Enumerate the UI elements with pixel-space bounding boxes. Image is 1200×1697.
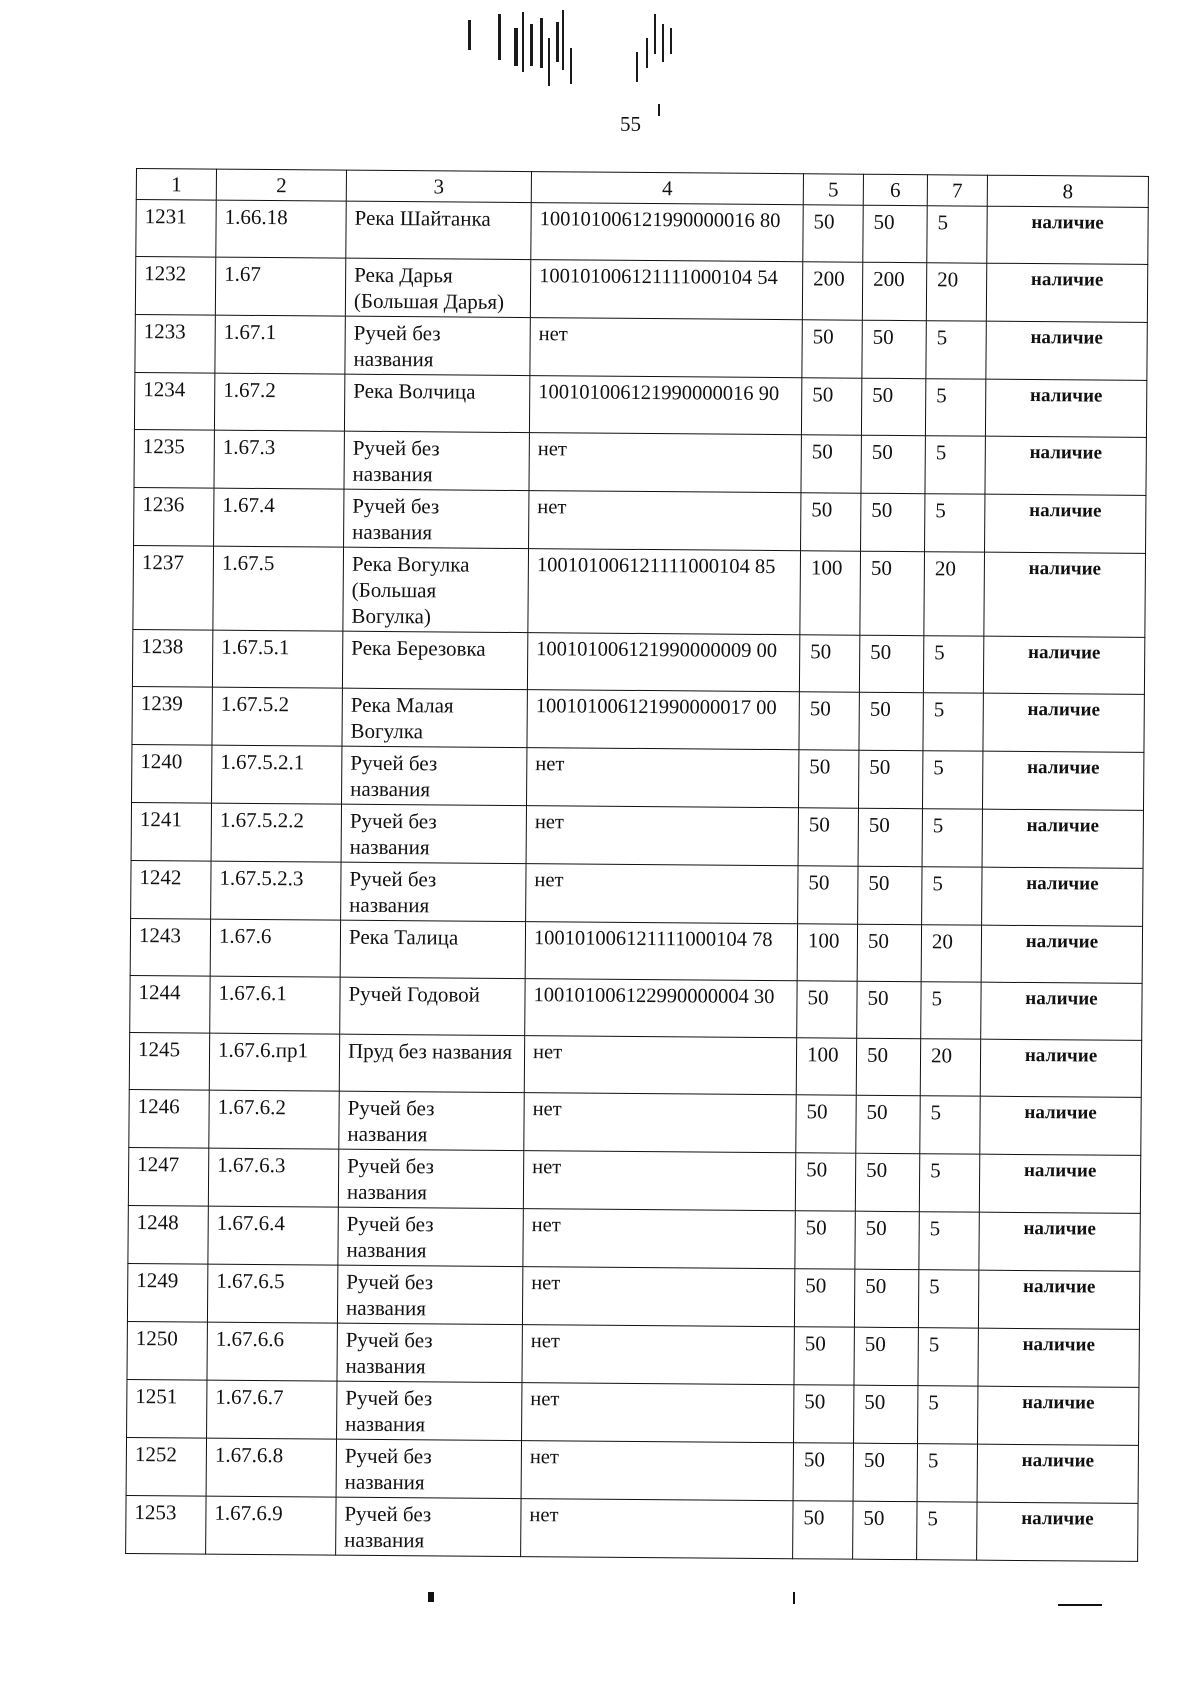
table-cell-col-8: наличие [985, 379, 1146, 437]
table-row [126, 1495, 1138, 1561]
table-cell-col-8: наличие [982, 867, 1143, 926]
table-cell-col-3: Ручей без названия [337, 1381, 522, 1440]
table-cell-col-7: 5 [925, 379, 985, 436]
table-cell-col-7: 5 [920, 1096, 980, 1154]
table-cell-col-4: 100101006122990000004 30 [525, 979, 797, 1038]
table-row [132, 744, 1144, 810]
table-cell-col-4: нет [524, 1093, 796, 1153]
table-cell-col-4: нет [522, 1383, 794, 1443]
table-cell-col-4: 100101006121990000017 00 [527, 690, 799, 750]
table-cell-col-7: 5 [919, 1212, 979, 1270]
table-cell-col-1: 1244 [130, 975, 210, 1033]
scan-artifact-marks [458, 8, 718, 118]
table-cell-col-5: 50 [803, 205, 863, 262]
table-row [131, 802, 1143, 868]
table-cell-col-8: наличие [982, 751, 1143, 810]
table-cell-col-2: 1.67.5 [213, 546, 344, 631]
table-cell-col-6: 50 [862, 320, 926, 379]
table-cell-col-5: 50 [793, 1501, 853, 1559]
table-cell-col-2: 1.67.6.5 [207, 1264, 337, 1323]
table-cell-col-4: нет [527, 748, 799, 808]
table-cell-col-8: наличие [981, 925, 1142, 983]
table-cell-col-8: наличие [978, 1328, 1139, 1387]
table-cell-col-1: 1246 [129, 1089, 209, 1148]
table-cell-col-7: 5 [919, 1154, 979, 1212]
table-cell-col-1: 1231 [136, 200, 216, 258]
table-cell-col-2: 1.67.5.2 [212, 687, 342, 746]
table-cell-col-4: 100101006121111000104 78 [525, 922, 797, 981]
table-row [128, 1205, 1140, 1271]
table-cell-col-1: 1237 [133, 545, 214, 630]
table-cell-col-5: 50 [793, 1443, 853, 1501]
table-cell-col-1: 1250 [127, 1321, 207, 1380]
table-cell-col-8: наличие [986, 321, 1147, 380]
table-cell-col-1: 1252 [126, 1437, 206, 1496]
table-cell-col-6: 50 [856, 1095, 920, 1154]
table-cell-col-8: наличие [984, 552, 1146, 637]
water-objects-table [125, 168, 1149, 1562]
table-cell-col-8: наличие [980, 1039, 1141, 1097]
table-cell-col-2: 1.67 [215, 257, 345, 316]
table-cell-col-4: нет [529, 491, 801, 551]
table-cell-col-4: нет [526, 864, 798, 924]
table-row [135, 314, 1147, 380]
table-cell-col-3: Ручей Годовой [340, 977, 525, 1035]
table-cell-col-5: 50 [794, 1385, 854, 1443]
table-cell-col-3: Ручей без названия [336, 1439, 521, 1498]
table-cell-col-1: 1234 [134, 372, 214, 430]
table-row [135, 257, 1147, 323]
table-cell-col-5: 50 [801, 493, 861, 551]
table-cell-col-6: 50 [855, 1211, 919, 1270]
table-cell-col-2: 1.67.6.1 [210, 976, 340, 1034]
table-cell-col-4: 100101006121990000016 80 [531, 203, 803, 262]
table-cell-col-1: 1239 [132, 686, 212, 745]
table-cell-col-8: наличие [982, 809, 1143, 868]
table-cell-col-7: 20 [921, 925, 981, 982]
table-cell-col-8: наличие [985, 436, 1146, 495]
table-cell-col-2: 1.67.5.2.3 [211, 861, 341, 920]
table-row [130, 975, 1142, 1040]
table-cell-col-5: 50 [799, 692, 859, 750]
table-row [134, 429, 1146, 495]
table-cell-col-1: 1236 [134, 487, 214, 546]
table-cell-col-5: 50 [798, 866, 858, 924]
table-cell-col-8: наличие [980, 1096, 1141, 1155]
table-row [134, 487, 1146, 553]
table-cell-col-4: нет [522, 1267, 794, 1327]
table-cell-col-6: 50 [855, 1153, 919, 1212]
table-cell-col-3: Река Березовка [342, 631, 527, 689]
table-cell-col-2: 1.67.6.6 [207, 1322, 337, 1381]
table-cell-col-5: 50 [799, 635, 859, 692]
table-cell-col-1: 1249 [127, 1263, 207, 1322]
scan-artifact-line [1058, 1604, 1102, 1606]
table-cell-col-4: 100101006121990000009 00 [527, 633, 799, 692]
column-header: 8 [987, 175, 1148, 207]
table-cell-col-4: нет [521, 1441, 793, 1501]
table-cell-col-3: Река Волчица [344, 374, 529, 432]
table-row [132, 686, 1144, 752]
table-cell-col-5: 50 [797, 981, 857, 1038]
table-cell-col-6: 50 [857, 981, 921, 1039]
table-cell-col-5: 50 [802, 320, 862, 378]
table-cell-col-4: нет [529, 433, 801, 493]
table-cell-col-7: 5 [922, 751, 982, 809]
column-header: 3 [346, 170, 531, 202]
table-cell-col-6: 50 [861, 493, 925, 552]
table-cell-col-3: Ручей без названия [337, 1265, 522, 1324]
table-cell-col-7: 5 [922, 867, 982, 925]
table-cell-col-3: Река Малая Вогулка [342, 688, 527, 747]
table-cell-col-6: 50 [853, 1501, 917, 1560]
table-cell-col-7: 20 [920, 1039, 980, 1096]
table-cell-col-2: 1.66.18 [216, 200, 346, 258]
table-cell-col-6: 50 [856, 1038, 920, 1096]
table-cell-col-5: 50 [796, 1095, 856, 1153]
table-cell-col-8: наличие [983, 636, 1144, 694]
table-cell-col-5: 100 [800, 551, 861, 635]
table-row [127, 1321, 1139, 1387]
table-cell-col-4: нет [521, 1499, 793, 1559]
table-cell-col-2: 1.67.6.пр1 [209, 1033, 339, 1091]
table-row [136, 200, 1148, 265]
table-cell-col-1: 1233 [135, 314, 215, 373]
table-row [126, 1437, 1138, 1503]
table-cell-col-3: Река Талица [340, 920, 525, 978]
table-cell-col-4: нет [523, 1151, 795, 1211]
table-cell-col-8: наличие [983, 693, 1144, 752]
table-cell-col-3: Ручей без названия [337, 1323, 522, 1382]
table-cell-col-2: 1.67.6 [210, 919, 340, 977]
table-cell-col-1: 1238 [132, 629, 212, 687]
table-cell-col-6: 200 [862, 262, 926, 321]
table-row [129, 1032, 1141, 1097]
table-cell-col-7: 5 [921, 982, 981, 1039]
table-cell-col-1: 1247 [128, 1147, 208, 1206]
table-cell-col-3: Ручей без названия [338, 1149, 523, 1208]
table-cell-col-8: наличие [979, 1212, 1140, 1271]
table-cell-col-3: Ручей без названия [345, 316, 530, 375]
table-cell-col-8: наличие [981, 982, 1142, 1040]
table-cell-col-3: Река Шайтанка [346, 201, 531, 259]
table-cell-col-4: нет [522, 1325, 794, 1385]
table-cell-col-7: 5 [923, 636, 983, 693]
table-cell-col-8: наличие [985, 494, 1146, 553]
table-cell-col-6: 50 [857, 924, 921, 982]
scan-artifact-tick [793, 1592, 795, 1604]
table-cell-col-5: 50 [794, 1269, 854, 1327]
column-header: 6 [863, 174, 927, 206]
table-cell-col-6: 50 [853, 1443, 917, 1502]
table-row [132, 629, 1144, 694]
table-cell-col-6: 50 [861, 435, 925, 494]
table-body [126, 200, 1149, 1562]
table-cell-col-5: 50 [794, 1327, 854, 1385]
table-cell-col-3: Ручей без названия [338, 1207, 523, 1266]
table-cell-col-6: 50 [858, 808, 922, 867]
column-header: 4 [531, 172, 803, 205]
table-cell-col-6: 50 [854, 1385, 918, 1444]
table-cell-col-6: 50 [858, 866, 922, 925]
table-cell-col-7: 20 [924, 552, 985, 636]
table-cell-col-3: Река Вогулка (Большая Вогулка) [343, 547, 529, 632]
table-cell-col-4: нет [523, 1209, 795, 1269]
table-cell-col-1: 1240 [132, 744, 212, 803]
table-cell-col-7: 5 [925, 436, 985, 494]
table-cell-col-1: 1235 [134, 429, 214, 488]
table-cell-col-4: 100101006121990000016 90 [529, 376, 801, 435]
table-cell-col-6: 50 [859, 692, 923, 751]
table-cell-col-8: наличие [978, 1386, 1139, 1445]
table-cell-col-2: 1.67.5.2.1 [212, 745, 342, 804]
table-cell-col-7: 5 [918, 1270, 978, 1328]
table-cell-col-2: 1.67.4 [214, 488, 344, 547]
table-cell-col-8: наличие [979, 1154, 1140, 1213]
table-cell-col-4: нет [530, 318, 802, 378]
table-cell-col-8: наличие [978, 1270, 1139, 1329]
table-cell-col-6: 50 [860, 551, 925, 636]
column-header: 5 [803, 174, 863, 205]
table-cell-col-3: Ручей без названия [344, 489, 529, 548]
table-cell-col-1: 1253 [126, 1495, 206, 1554]
table-cell-col-7: 5 [922, 809, 982, 867]
table-cell-col-1: 1245 [129, 1032, 209, 1090]
table-cell-col-7: 5 [918, 1386, 978, 1444]
table-cell-col-5: 200 [802, 262, 862, 320]
table-cell-col-8: наличие [977, 1444, 1138, 1503]
table-cell-col-5: 50 [798, 808, 858, 866]
table-cell-col-2: 1.67.2 [214, 373, 344, 431]
page-number: 55 [620, 112, 641, 136]
table-cell-col-2: 1.67.6.3 [208, 1148, 338, 1207]
table-cell-col-2: 1.67.6.4 [208, 1206, 338, 1265]
column-header: 1 [136, 169, 216, 201]
table-cell-col-1: 1241 [131, 802, 211, 861]
table-cell-col-2: 1.67.6.7 [207, 1380, 337, 1439]
column-header: 7 [927, 175, 987, 206]
table-cell-col-7: 5 [923, 693, 983, 751]
table-cell-col-6: 50 [861, 378, 925, 436]
table-cell-col-3: Ручей без названия [341, 804, 526, 863]
table-cell-col-3: Ручей без названия [342, 746, 527, 805]
table-cell-col-3: Ручей без названия [341, 862, 526, 921]
table-cell-col-3: Ручей без названия [339, 1091, 524, 1150]
table-row [129, 1089, 1141, 1155]
table-row [127, 1379, 1139, 1445]
table-row [128, 1147, 1140, 1213]
table-cell-col-7: 5 [918, 1328, 978, 1386]
table-cell-col-1: 1242 [131, 860, 211, 919]
table-cell-col-5: 50 [801, 378, 861, 435]
table-cell-col-4: нет [524, 1036, 796, 1095]
table-cell-col-2: 1.67.5.1 [212, 630, 342, 688]
table-cell-col-1: 1232 [135, 257, 215, 316]
table-cell-col-7: 5 [925, 494, 985, 552]
table-cell-col-2: 1.67.6.9 [206, 1496, 336, 1555]
column-header: 2 [216, 169, 346, 201]
table-row [131, 860, 1143, 926]
table-cell-col-2: 1.67.6.8 [206, 1438, 336, 1497]
table-row [133, 545, 1146, 637]
table-cell-col-7: 20 [926, 263, 986, 321]
table-cell-col-8: наличие [987, 206, 1148, 264]
table-cell-col-2: 1.67.6.2 [209, 1090, 339, 1149]
table-cell-col-5: 50 [795, 1153, 855, 1211]
table-cell-col-2: 1.67.1 [215, 315, 345, 374]
table-cell-col-1: 1251 [127, 1379, 207, 1438]
table-cell-col-1: 1243 [130, 918, 210, 976]
table-cell-col-6: 50 [863, 205, 927, 263]
table-cell-col-5: 100 [797, 924, 857, 981]
table-row [134, 372, 1146, 437]
table-cell-col-3: Пруд без названия [339, 1034, 524, 1092]
table-cell-col-6: 50 [858, 750, 922, 809]
table-cell-col-8: наличие [986, 263, 1147, 322]
table-cell-col-4: 100101006121111000104 54 [530, 260, 802, 320]
table-cell-col-3: Ручей без названия [336, 1497, 521, 1556]
table-row [127, 1263, 1139, 1329]
table-row [130, 918, 1142, 983]
table-cell-col-5: 50 [801, 435, 861, 493]
table-cell-col-5: 50 [795, 1211, 855, 1269]
table-cell-col-7: 5 [917, 1444, 977, 1502]
table-cell-col-8: наличие [977, 1502, 1138, 1561]
table-cell-col-7: 5 [927, 206, 987, 263]
table-cell-col-4: нет [526, 806, 798, 866]
table-cell-col-2: 1.67.3 [214, 430, 344, 489]
table-cell-col-5: 100 [796, 1038, 856, 1095]
table-cell-col-4: 100101006121111000104 85 [528, 549, 801, 635]
table-cell-col-6: 50 [859, 635, 923, 693]
scan-artifact-dot [428, 1592, 434, 1602]
table-cell-col-7: 5 [926, 321, 986, 379]
table-cell-col-3: Ручей без названия [344, 431, 529, 490]
table-cell-col-5: 50 [798, 750, 858, 808]
table-cell-col-7: 5 [917, 1502, 977, 1560]
table-cell-col-6: 50 [854, 1327, 918, 1386]
table-cell-col-2: 1.67.5.2.2 [211, 803, 341, 862]
table-cell-col-3: Река Дарья (Большая Дарья) [345, 258, 530, 317]
table-cell-col-1: 1248 [128, 1205, 208, 1264]
table-cell-col-6: 50 [854, 1269, 918, 1328]
